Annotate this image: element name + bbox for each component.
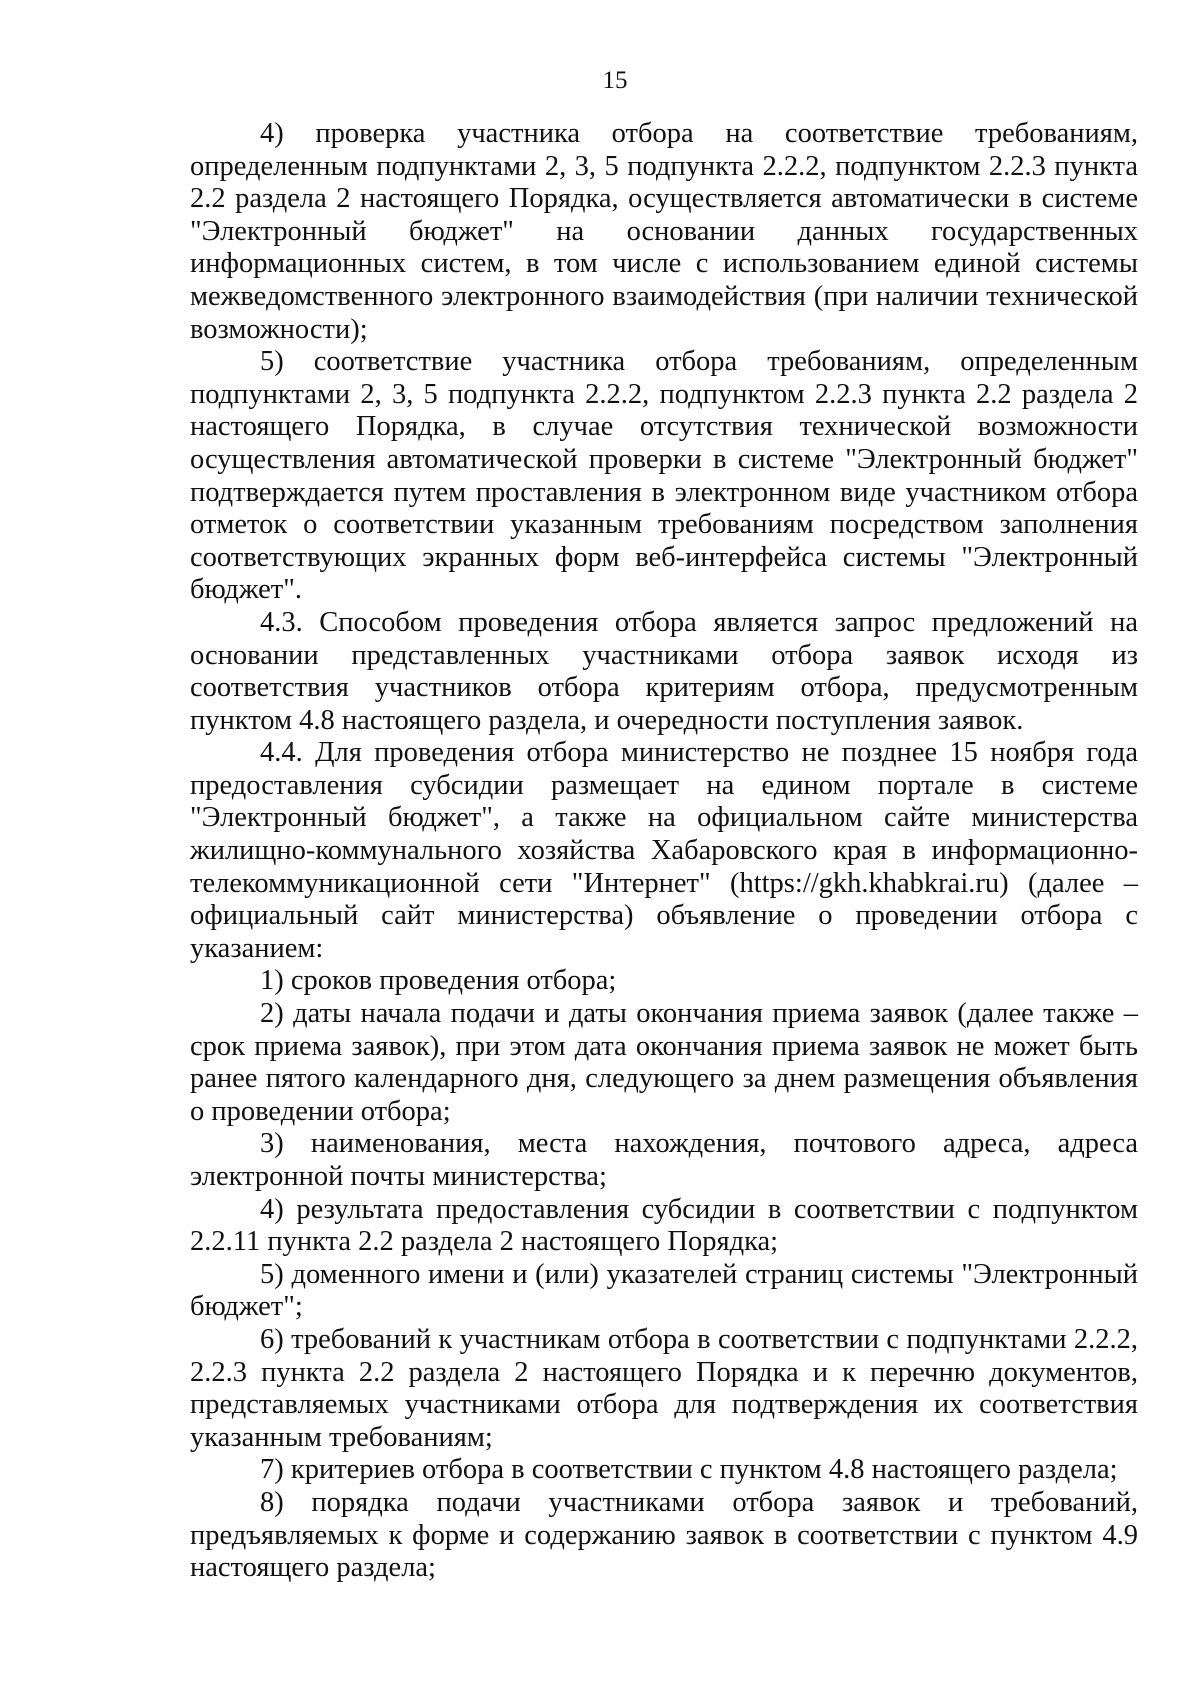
list-item-2: 2) даты начала подачи и даты окончания приема заявок (далее также – срок приема заявок), при этом дата окончания приема заявок не может быть ранее пятого календарного дня, следующего за днем размещения объявления о проведении отбора; <box>190 998 1138 1127</box>
page-number: 15 <box>602 67 628 94</box>
list-item-3: 3) наименования, места нахождения, почтового адреса, адреса электронной почты министерства; <box>190 1128 1138 1192</box>
list-item-7: 7) критериев отбора в соответствии с пунктом 4.8 настоящего раздела; <box>260 1454 1118 1486</box>
list-item-8: 8) порядка подачи участниками отбора заявок и требований, предъявляемых к форме и содержанию заявок в соответствии с пунктом 4.9 настоящего раздела; <box>190 1486 1138 1584</box>
list-item-1: 1) сроков проведения отбора; <box>260 965 617 997</box>
paragraph-item-5-compliance: 5) соответствие участника отбора требованиям, определенным подпунктами 2, 3, 5 подпункта 2.2.2, подпунктом 2.2.3 пункта 2.2 раздела 2 настоящего Порядка, в случае отсутствия технической возможности осуществления автоматической проверки в системе "Электронный бюджет" подтверждается путем проставления в электронном виде участником отбора отметок о соответствии указанным требованиям посредством заполнения соответствующих экранных форм веб-интерфейса системы "Электронный бюджет". <box>190 346 1138 606</box>
list-item-6: 6) требований к участникам отбора в соответствии с подпунктами 2.2.2, 2.2.3 пункта 2.2 раздела 2 настоящего Порядка и к перечню документов, представляемых участниками отбора для подтверждения их соответствия указанным требованиям; <box>190 1323 1138 1453</box>
paragraph-4-3: 4.3. Способом проведения отбора является запрос предложений на основании представленных участниками отбора заявок исходя из соответствия участников отбора критериям отбора, предусмотренным пунктом 4.8 настоящего раздела, и очередности поступления заявок. <box>190 606 1138 736</box>
list-item-4: 4) результата предоставления субсидии в соответствии с подпунктом 2.2.11 пункта 2.2 раздела 2 настоящего Порядка; <box>190 1193 1138 1258</box>
list-item-5: 5) доменного имени и (или) указателей страниц системы "Электронный бюджет"; <box>190 1258 1138 1323</box>
document-body <box>190 118 1138 1585</box>
paragraph-4-4: 4.4. Для проведения отбора министерство не позднее 15 ноября года предоставления субсидии размещает на едином портале в системе "Электронный бюджет", а также на официальном сайте министерства жилищно-коммунального хозяйства Хабаровского края в информационно-телекоммуникационной сети "Интернет" (https://gkh.khabkrai.ru) (далее – официальный сайт министерства) объявление о проведении отбора с указанием: <box>190 737 1138 964</box>
paragraph-item-4-verification: 4) проверка участника отбора на соответствие требованиям, определенным подпунктами 2, 3, 5 подпункта 2.2.2, подпунктом 2.2.3 пункта 2.2 раздела 2 настоящего Порядка, осуществляется автоматически в системе "Электронный бюджет" на основании данных государственных информационных систем, в том числе с использованием единой системы межведомственного электронного взаимодействия (при наличии технической возможности); <box>190 118 1138 345</box>
